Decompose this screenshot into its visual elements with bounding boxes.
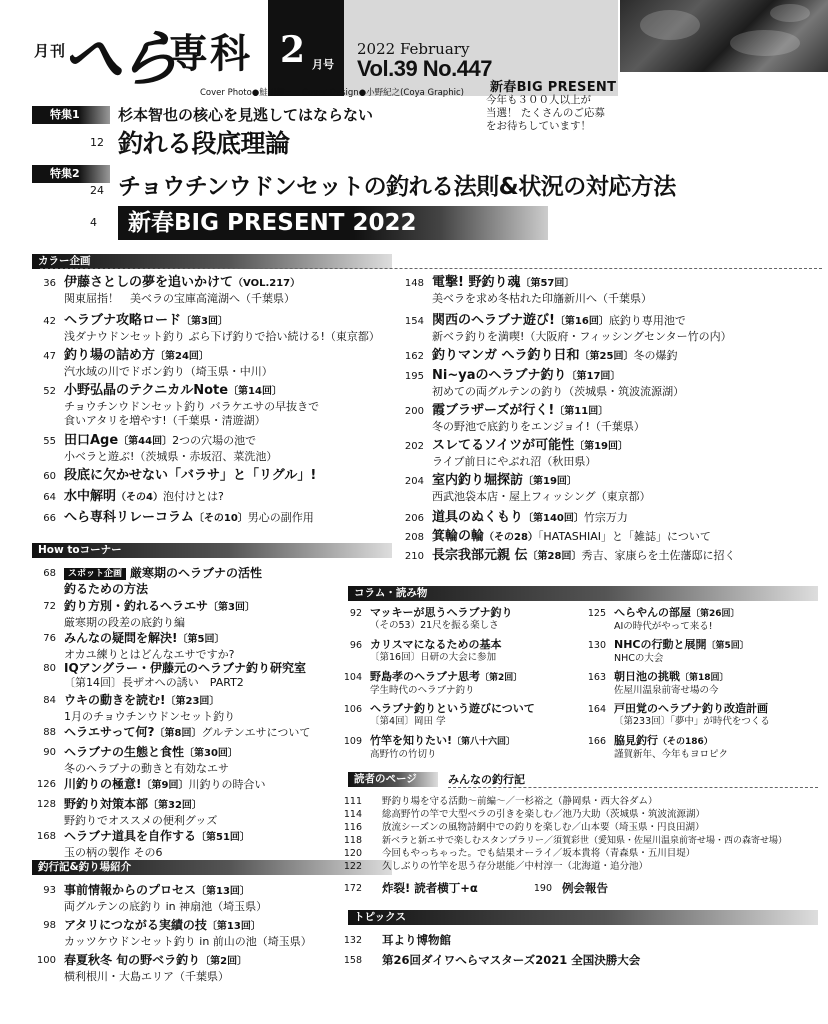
howto-page-number: 90 (43, 747, 56, 758)
howto-page-number: 84 (43, 695, 56, 706)
color-right-desc: 西武池袋本店・屋上フィッシング（東京都） (432, 490, 651, 503)
color-left-title (64, 383, 319, 400)
column-right-entry[interactable] (587, 606, 740, 633)
trip-page-number: 98 (43, 920, 56, 931)
howto-entry[interactable] (36, 796, 218, 828)
reader-page-number: 120 (343, 848, 362, 859)
howto-title (64, 565, 262, 581)
color-right-title (432, 510, 628, 527)
column-left-title-text: マッキーが思うヘラブナ釣り (370, 606, 513, 619)
color-right-title-suffix: 〔第25回〕 (579, 351, 634, 362)
color-right-title-text: 道具のぬくもり (432, 510, 524, 525)
howto-page-number: 76 (43, 633, 56, 644)
column-left-title (370, 638, 502, 652)
reader-page-number: 122 (343, 861, 362, 872)
howto-title (64, 776, 265, 794)
color-right-entry[interactable] (404, 403, 645, 434)
color-left-desc: 汽水域の川でドボン釣り（埼玉県・中川） (64, 365, 273, 378)
issue-date: 2022 February (357, 40, 470, 58)
color-right-title-suffix: 〔第16回〕 (554, 316, 609, 327)
howto-title (64, 796, 217, 814)
color-right-title (432, 403, 645, 420)
color-left-page-number: 52 (43, 386, 56, 397)
color-right-page-number: 162 (404, 351, 424, 362)
color-right-entry[interactable] (404, 529, 711, 546)
color-left-desc: 食いアタリを増やす!（千葉県・清遊湖） (64, 414, 266, 427)
howto-page-number: 68 (43, 568, 56, 579)
column-right-title-text: 朝日池の挑戦 (614, 670, 680, 683)
howto-title (64, 598, 255, 616)
column-right-entry[interactable] (587, 734, 729, 761)
color-right-entry[interactable] (404, 548, 736, 565)
color-right-title (432, 529, 711, 546)
howto-desc: 厳寒期の段差の底釣り編 (64, 616, 185, 629)
column-left-desc: 〔第4回〕岡田 学 (370, 716, 446, 727)
color-right-title-text: 釣りマンガ へラ釣り日和 (432, 348, 580, 363)
column-right-title-text: へらやんの部屋 (614, 606, 691, 619)
section-color: カラー企画 (32, 254, 392, 269)
howto-title-text: 釣り方別・釣れるヘラエサ (64, 599, 209, 613)
magazine-logo-hera: へら (56, 22, 180, 95)
color-right-entry[interactable] (404, 510, 628, 527)
column-right-title (614, 734, 728, 749)
trip-page-number: 93 (43, 885, 56, 896)
color-left-page-number: 64 (43, 492, 56, 503)
howto-title-text: 川釣りの極意! (64, 777, 142, 791)
color-left-title-tail: 男心の副作用 (247, 511, 314, 524)
howto-desc-bold: 釣るための方法 (64, 582, 149, 596)
column-right-title (614, 638, 749, 653)
color-right-title-text: 関西のヘラブナ遊び! (432, 313, 555, 328)
color-left-title-text: 伊藤さとしの夢を追いかけて (64, 275, 234, 290)
column-left-entry[interactable] (343, 734, 516, 761)
section-howto: How toコーナー (32, 543, 392, 558)
trip-page-number: 100 (36, 955, 56, 966)
reader-entry[interactable]: 総高野竹の竿で大型ベラの引きを楽しむ／池乃大助（茨城県・筑波流源湖） (382, 809, 706, 820)
trip-title (64, 952, 247, 970)
column-right-entry[interactable] (587, 670, 729, 697)
color-right-desc: 新ベラ釣りを満喫!（大阪府・フィッシングセンター竹の内） (432, 330, 732, 343)
color-left-title-text: ヘラブナ攻略ロード (64, 313, 182, 328)
column-left-title-text: カリスマになるための基本 (370, 638, 502, 651)
trip-title (64, 882, 267, 900)
howto-entry[interactable] (43, 565, 263, 597)
reader-entry[interactable]: 野釣り場を守る活動〜前編〜／一杉裕之（静岡県・西大谷ダム） (382, 796, 658, 807)
howto-entry[interactable] (36, 828, 250, 860)
color-right-title-text: 霞ブラザーズが行く! (432, 403, 555, 418)
section-column: コラム・読み物 (348, 586, 818, 601)
color-left-title-tail: 2つの穴場の池で (172, 434, 257, 447)
howto-page-number: 88 (43, 727, 56, 738)
feature1-page: 12 (90, 136, 104, 149)
howto-title-text: IQアングラー・伊藤元のヘラブナ釣り研究室 (64, 661, 306, 675)
color-right-title-tail: 底釣り専用池で (608, 314, 686, 327)
howto-title (64, 744, 238, 762)
howto-title (64, 692, 235, 710)
column-left-title (370, 734, 515, 749)
column-right-page-number: 166 (587, 736, 606, 747)
color-left-entry[interactable] (43, 489, 224, 506)
color-right-entry[interactable] (404, 473, 651, 504)
color-left-title-text: 水中解明 (64, 489, 117, 504)
color-right-title (432, 348, 677, 365)
howto-title (64, 828, 250, 846)
howto-title (64, 630, 235, 648)
column-left-page-number: 106 (343, 704, 362, 715)
trip-entry[interactable] (36, 952, 248, 984)
section-reader-rule (448, 787, 818, 788)
column-right-title-suffix: 〔第18回〕 (680, 673, 729, 683)
trip-title-text: 事前情報からのプロセス (64, 883, 197, 897)
color-left-title (64, 433, 277, 450)
trip-title-suffix: 〔第2回〕 (200, 956, 248, 967)
howto-title-suffix: 〔第51回〕 (196, 832, 250, 843)
color-right-title-text: 室内釣り堀探訪 (432, 473, 524, 488)
reader-extra-page-number: 190 (533, 883, 552, 894)
color-right-entry[interactable] (404, 313, 732, 344)
color-right-page-number: 204 (404, 476, 424, 487)
present-banner-page: 4 (90, 216, 97, 229)
color-right-page-number: 210 (404, 551, 424, 562)
howto-title (64, 724, 310, 742)
color-right-title-text: Ni~yaのヘラブナ釣り (432, 368, 567, 383)
color-right-title-suffix: 〔第19回〕 (574, 441, 629, 452)
trip-title-text: アタリにつながる実績の技 (64, 918, 207, 932)
color-right-desc: ライブ前日にやぶれ沼（秋田県） (432, 455, 597, 468)
topics-page-number: 132 (343, 935, 362, 946)
topics-page-number: 158 (343, 955, 362, 966)
section-color-rule (40, 268, 822, 269)
color-right-title-suffix: 〔第17回〕 (566, 371, 621, 382)
color-left-page-number: 55 (43, 436, 56, 447)
color-left-title (64, 348, 273, 365)
section-topics: トピックス (348, 910, 818, 925)
trip-title (64, 917, 312, 935)
magazine-monthly-label: 月刊 (34, 42, 67, 60)
howto-page-number: 168 (36, 831, 56, 842)
feature2-page: 24 (90, 184, 104, 197)
column-right-entry[interactable] (587, 702, 770, 728)
column-left-desc: （その53）21尺を振る楽しさ (370, 620, 499, 631)
color-right-title-suffix: 〔第140回〕 (523, 513, 584, 524)
color-right-title (432, 438, 628, 455)
color-left-entry[interactable] (43, 468, 317, 484)
color-left-entry[interactable] (43, 383, 320, 428)
color-right-title (432, 313, 732, 330)
feature1-tag: 特集1 (32, 106, 110, 124)
color-left-page-number: 47 (43, 351, 56, 362)
color-left-page-number: 42 (43, 316, 56, 327)
color-right-title (432, 548, 735, 565)
column-left-page-number: 109 (343, 736, 362, 747)
howto-title-suffix: 〔第32回〕 (148, 800, 202, 811)
color-left-title (64, 489, 224, 506)
howto-entry[interactable] (43, 660, 306, 690)
howto-title-text: みんなの疑問を解決! (64, 631, 178, 645)
column-left-title-text: 野島孝のヘラブナ思考 (370, 670, 480, 683)
present-banner[interactable]: 新春BIG PRESENT 2022 (118, 206, 548, 240)
color-left-title-text: へら専科リレーコラム (64, 510, 194, 525)
color-left-title-suffix: 〔第44回〕 (118, 436, 173, 447)
trip-title-suffix: 〔第13回〕 (206, 921, 261, 932)
color-left-title (64, 468, 316, 484)
trip-title-text: 春夏秋冬 旬の野ベラ釣り (64, 953, 201, 967)
topics-entry[interactable]: 第26回ダイワへらマスターズ2021 全国決勝大会 (382, 953, 641, 967)
column-right-desc: NHCの大会 (614, 653, 664, 664)
color-left-title-suffix: 〔その10〕 (193, 513, 248, 524)
color-left-entry[interactable] (43, 275, 301, 306)
color-left-desc: 小ベラと遊ぶ!（茨城県・赤坂沼、菜洗池） (64, 450, 278, 463)
color-right-page-number: 206 (404, 513, 424, 524)
color-left-title-text: 小野弘晶のテクニカルNote (64, 383, 229, 398)
reader-entry[interactable]: 久しぶりの竹竿を思う存分堪能／中村淳一（北海道・追分池） (382, 861, 649, 872)
color-left-title (64, 313, 380, 330)
reader-page-number: 116 (343, 822, 362, 833)
color-left-entry[interactable] (43, 433, 278, 464)
column-right-entry[interactable] (587, 638, 749, 665)
howto-title (64, 660, 306, 676)
column-left-title (370, 670, 522, 685)
feature1-subtitle: 杉本智也の核心を見逃してはならない (118, 106, 374, 124)
reader-page-number: 111 (343, 796, 362, 807)
trip-entry[interactable] (43, 917, 312, 949)
column-right-desc: 〔第233回〕「夢中」が時代をつくる (614, 716, 770, 727)
color-left-title-suffix: 〔第3回〕 (181, 316, 228, 327)
column-right-title-text: NHCの行動と展開 (614, 638, 707, 651)
howto-title-tail: 川釣りの時合い (188, 778, 266, 791)
color-left-title-text: 段底に欠かせない「バラサ」と「リグル」! (64, 468, 317, 483)
howto-title-suffix: 〔第23回〕 (165, 696, 220, 707)
section-reader-sub: みんなの釣行記 (448, 773, 525, 786)
column-left-title-suffix: 〔第八十六回〕 (452, 737, 516, 747)
color-right-title-text: 長宗我部元親 伝 (432, 548, 528, 563)
color-left-desc: 浅ダナウドンセット釣り ぶら下げ釣りで拾い続ける!（東京都） (64, 330, 380, 343)
color-right-entry[interactable] (404, 348, 678, 365)
column-right-page-number: 125 (587, 608, 606, 619)
column-right-title-suffix: 〔第5回〕 (706, 641, 749, 651)
howto-page-number: 126 (36, 779, 56, 790)
color-right-desc: 初めての両グルテンの釣り（茨城県・筑波流源湖） (432, 385, 685, 398)
issue-month-suffix: 月号 (312, 58, 334, 71)
color-right-title-suffix: 〔第28回〕 (527, 551, 582, 562)
howto-desc: オカユ練りとはどんなエサですか? (64, 648, 235, 661)
trip-entry[interactable] (43, 882, 268, 914)
howto-title-suffix: 〔第30回〕 (184, 748, 238, 759)
howto-title-text: ウキの動きを読む! (64, 693, 166, 707)
color-right-title-text: スレてるソイツが可能性 (432, 438, 575, 453)
howto-page-number: 128 (36, 799, 56, 810)
trip-desc: 両グルテンの底釣り in 神扇池（埼玉県） (64, 900, 268, 913)
issue-volume: Vol.39 No.447 (357, 56, 492, 81)
howto-desc: 〔第14回〕長ザオへの誘い PART2 (64, 676, 244, 689)
column-right-title (614, 670, 729, 685)
color-right-desc: 冬の野池で底釣りをエンジョイ!（千葉県） (432, 420, 645, 433)
column-left-title-suffix: 〔第2回〕 (480, 673, 523, 683)
column-left-entry[interactable] (343, 670, 523, 697)
present-note: 今年も３００人以上が 当選！ たくさんのご応募 をお待ちしています！ (486, 94, 605, 132)
color-left-entry[interactable] (43, 510, 314, 527)
reader-extra-entry[interactable]: 炸裂! 読者横丁+α (382, 881, 478, 895)
column-right-page-number: 164 (587, 704, 606, 715)
issue-month: 2 (280, 29, 306, 71)
color-left-title (64, 510, 314, 527)
column-left-page-number: 92 (349, 608, 362, 619)
reader-entry[interactable]: 今回もやっちゃった。でも結果オーライ／坂本貴将（青森県・五川目堤） (382, 848, 696, 859)
color-left-desc: 関東屈指！ 美ベラの宝庫高滝湖へ（千葉県） (64, 292, 295, 305)
color-right-title (432, 473, 651, 490)
reader-page-number: 114 (343, 809, 362, 820)
howto-desc: 冬のヘラブナの動きと有効なエサ (64, 762, 229, 775)
howto-entry[interactable] (43, 598, 255, 630)
column-left-desc: 〔第16回〕日研の大会に参加 (370, 652, 497, 663)
color-right-title-text: 箕輪の輪 (432, 529, 485, 544)
color-right-entry[interactable] (404, 368, 685, 399)
trip-desc: カッツケウドンセット釣り in 前山の池（埼玉県） (64, 935, 312, 948)
present-title: 新春BIG PRESENT (490, 80, 617, 95)
magazine-logo-senka: 専科 (168, 30, 252, 77)
column-right-page-number: 163 (587, 672, 606, 683)
color-right-title-suffix: （その28） (484, 532, 538, 543)
column-left-page-number: 104 (343, 672, 362, 683)
howto-page-number: 72 (43, 601, 56, 612)
column-left-entry[interactable] (343, 702, 535, 728)
howto-title-suffix: 〔第3回〕 (208, 602, 255, 613)
column-right-title (614, 606, 740, 621)
column-left-title-text: ヘラブナ釣りという遊びについて (370, 702, 535, 715)
reader-entry[interactable]: 新ベラと新エサで楽しむスタンプラリー／須賀彩世（愛知県・佐屋川温泉前寄せ場・西の森寄せ場） (382, 836, 788, 846)
color-right-desc: 美ベラを求め冬枯れた印旛新川へ（千葉県） (432, 292, 652, 305)
column-left-page-number: 96 (349, 640, 362, 651)
color-right-page-number: 154 (404, 316, 424, 327)
howto-title-text: ヘラブナ道具を自作する (64, 829, 197, 843)
color-left-page-number: 66 (43, 513, 56, 524)
color-right-title-tail: 「HATASHIAI」と「雑誌」について (537, 530, 711, 543)
column-right-page-number: 130 (587, 640, 606, 651)
topics-entry[interactable]: 耳より博物館 (382, 933, 451, 947)
color-left-title (64, 275, 300, 292)
masthead (0, 0, 828, 236)
color-right-title-tail: 冬の爆釣 (633, 349, 678, 362)
reader-extra-page-number: 172 (343, 883, 362, 894)
howto-title-text: ヘラエサって何? (64, 725, 155, 739)
howto-desc: 野釣りでオススメの便利グッズ (64, 814, 218, 827)
howto-entry[interactable] (36, 776, 266, 794)
howto-title-suffix: 〔第9回〕 (141, 780, 189, 791)
color-left-title-text: 田口Age (64, 433, 119, 448)
color-left-title-tail: 泡付けとは? (162, 490, 224, 503)
color-right-title-suffix: 〔第57回〕 (520, 278, 575, 289)
color-left-page-number: 36 (43, 278, 56, 289)
howto-entry[interactable] (43, 692, 236, 724)
howto-spot-tag: スポット企画 (64, 568, 126, 580)
color-right-title-suffix: 〔第19回〕 (523, 476, 577, 487)
color-right-title-tail: 竹宗万力 (583, 511, 628, 524)
howto-desc: 玉の柄の製作 その6 (64, 846, 163, 859)
howto-title-text: ヘラブナの生態と食性 (64, 745, 185, 759)
color-right-title (432, 368, 684, 385)
column-left-title-text: 竹竿を知りたい! (370, 734, 453, 747)
section-trip: 釣行記&釣り場紹介 (32, 860, 392, 875)
section-reader: 読者のページ (348, 772, 438, 787)
column-right-title-text: 戸田覚のヘラブナ釣り改造計画 (614, 702, 768, 715)
color-right-page-number: 208 (404, 532, 424, 543)
column-right-title-suffix: 〔第26回〕 (691, 609, 740, 619)
color-left-title-text: 釣り場の詰め方 (64, 348, 156, 363)
feature2-title[interactable]: チョウチンウドンセットの釣れる法則&状況の対応方法 (118, 174, 676, 200)
color-left-title-suffix: 〔第14回〕 (228, 386, 282, 397)
howto-page-number: 80 (43, 663, 56, 674)
howto-entry[interactable] (43, 630, 235, 662)
color-right-page-number: 200 (404, 406, 424, 417)
column-right-title-suffix: （その186） (658, 737, 713, 747)
howto-title-text: 野釣り対策本部 (64, 797, 149, 811)
color-left-entry[interactable] (43, 348, 273, 379)
column-left-desc: 学生時代のヘラブナ釣り (370, 685, 475, 696)
column-right-desc: 佐屋川温泉前寄せ場の今 (614, 685, 719, 696)
column-right-desc: AIの時代がやって来る! (614, 621, 713, 632)
column-right-desc: 謹賀新年、今年もヨロピク (614, 749, 729, 760)
color-right-page-number: 195 (404, 371, 424, 382)
color-left-title-suffix: （その4） (116, 492, 163, 503)
color-left-page-number: 60 (43, 471, 56, 482)
color-right-page-number: 202 (404, 441, 424, 452)
color-right-title-suffix: 〔第11回〕 (554, 406, 609, 417)
column-left-entry[interactable] (349, 638, 502, 664)
color-right-title-tail: 秀吉、家康らを土佐藩邸に招く (581, 549, 736, 562)
cover-photo-image (620, 0, 828, 72)
feature1-title[interactable]: 釣れる段底理論 (118, 129, 290, 158)
trip-title-suffix: 〔第13回〕 (196, 886, 250, 897)
howto-title-text: 厳寒期のヘラブナの活性 (130, 566, 263, 580)
color-left-entry[interactable] (43, 313, 380, 344)
howto-desc: 1月のチョウチンウドンセット釣り (64, 710, 236, 723)
column-left-desc: 高野竹の竹切り (370, 749, 437, 760)
color-left-title-suffix: （VOL.217） (233, 278, 301, 289)
howto-title-suffix: 〔第5回〕 (177, 634, 225, 645)
color-right-entry[interactable] (404, 275, 652, 306)
reader-extra-entry[interactable]: 例会報告 (562, 881, 608, 895)
column-right-title (614, 702, 770, 716)
color-right-title (432, 275, 652, 292)
color-right-page-number: 148 (404, 278, 424, 289)
column-right-title-text: 脇見釣行 (614, 734, 658, 747)
howto-entry[interactable] (43, 724, 311, 742)
column-left-entry[interactable] (349, 606, 513, 632)
cover-credits: Cover Photo●鮭川健一 Cover Design●小野紀之(Coya Graphic) (200, 88, 464, 98)
color-right-entry[interactable] (404, 438, 629, 469)
feature2-tag: 特集2 (32, 165, 110, 183)
column-left-title (370, 702, 535, 716)
color-left-title-suffix: 〔第24回〕 (155, 351, 209, 362)
howto-entry[interactable] (43, 744, 238, 776)
trip-desc: 横利根川・大島エリア（千葉県） (64, 970, 229, 983)
howto-title-tail: グルテンエサについて (201, 726, 311, 739)
color-right-title-text: 電撃! 野釣り魂 (432, 275, 521, 290)
reader-page-number: 118 (343, 835, 362, 846)
color-left-desc: チョウチンウドンセット釣り バラケエサの早抜きで (64, 400, 320, 413)
column-left-title (370, 606, 513, 620)
howto-title-suffix: 〔第8回〕 (154, 728, 202, 739)
reader-entry[interactable]: 放流シーズンの風物詩網中での釣りを楽しむ／山本要（埼玉県・円良田湖） (382, 822, 705, 833)
